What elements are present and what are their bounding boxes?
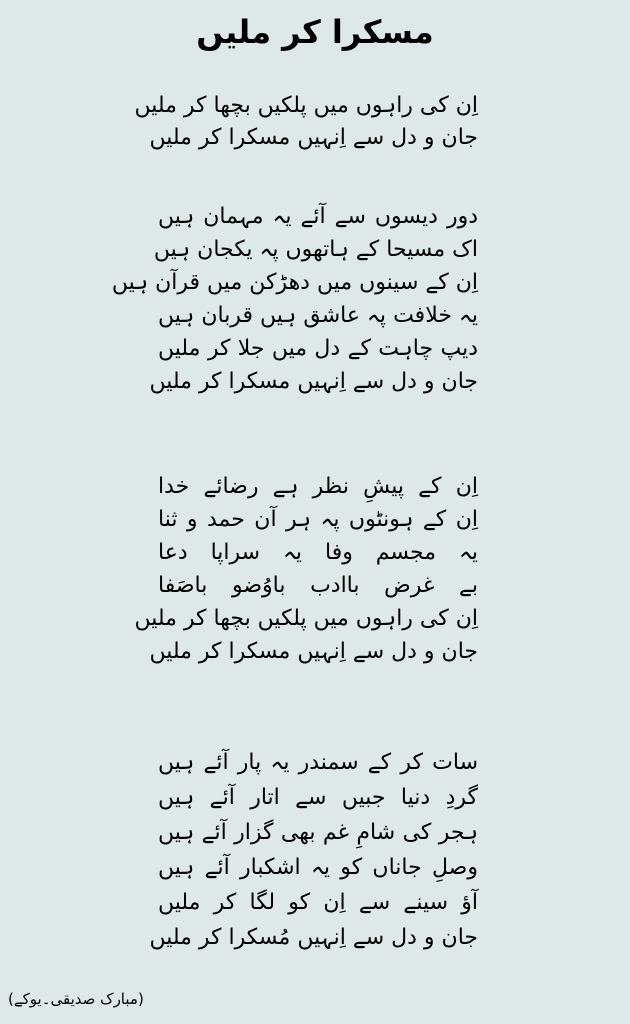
poem-line: اِن کے پیشِ نظر ہے رضائے خدا: [158, 474, 478, 499]
poem-line: اِن کے ہونٹوں پہ ہر آن حمد و ثنا: [158, 507, 478, 532]
poem-line: بے غرض باادب باوُضو باصَفا: [158, 573, 478, 598]
poem-line: اِن کی راہوں میں پلکیں بچھا کر ملیں: [134, 93, 478, 118]
poem-line: جان و دل سے اِنہیں مسکرا کر ملیں: [149, 125, 478, 150]
stanza-3: [134, 470, 478, 668]
poem-line: اک مسیحا کے ہاتھوں پہ یکجان ہیں: [153, 237, 478, 262]
poem-line: دور دیسوں سے آئے یہ مہمان ہیں: [158, 204, 478, 229]
poem-line: جان و دل سے اِنہیں مسکرا کر ملیں: [149, 639, 478, 664]
stanza-4: [149, 745, 478, 955]
poem-line: وصلِ جاناں کو یہ اشکبار آئے ہیں: [158, 855, 478, 880]
poem-line: جان و دل سے اِنہیں مسکرا کر ملیں: [149, 369, 478, 394]
stanza-2: [111, 200, 478, 398]
stanza-1: [134, 90, 478, 154]
poet-signature: (مبارک صدیقی۔یوکے): [8, 990, 144, 1008]
poem-line: یہ خلافت پہ عاشق ہیں قربان ہیں: [158, 303, 478, 328]
poem-line: جان و دل سے اِنہیں مُسکرا کر ملیں: [149, 925, 478, 950]
poem-line: آؤ سینے سے اِن کو لگا کر ملیں: [158, 890, 478, 915]
poem-line: سات کر کے سمندر یہ پار آئے ہیں: [158, 750, 478, 775]
poem-line: یہ مجسم وفا یہ سراپا دعا: [158, 540, 478, 565]
poem-title: مسکرا کر ملیں: [196, 13, 434, 51]
poem-line: گردِ دنیا جبیں سے اتار آئے ہیں: [158, 785, 478, 810]
poem-line: اِن کی راہوں میں پلکیں بچھا کر ملیں: [134, 606, 478, 631]
poem-line: اِن کے سینوں میں دھڑکن میں قرآن ہیں: [111, 270, 478, 295]
poem-line: دیپ چاہت کے دل میں جلا کر ملیں: [158, 336, 478, 361]
poem-line: ہجر کی شامِ غم بھی گزار آئے ہیں: [158, 820, 478, 845]
